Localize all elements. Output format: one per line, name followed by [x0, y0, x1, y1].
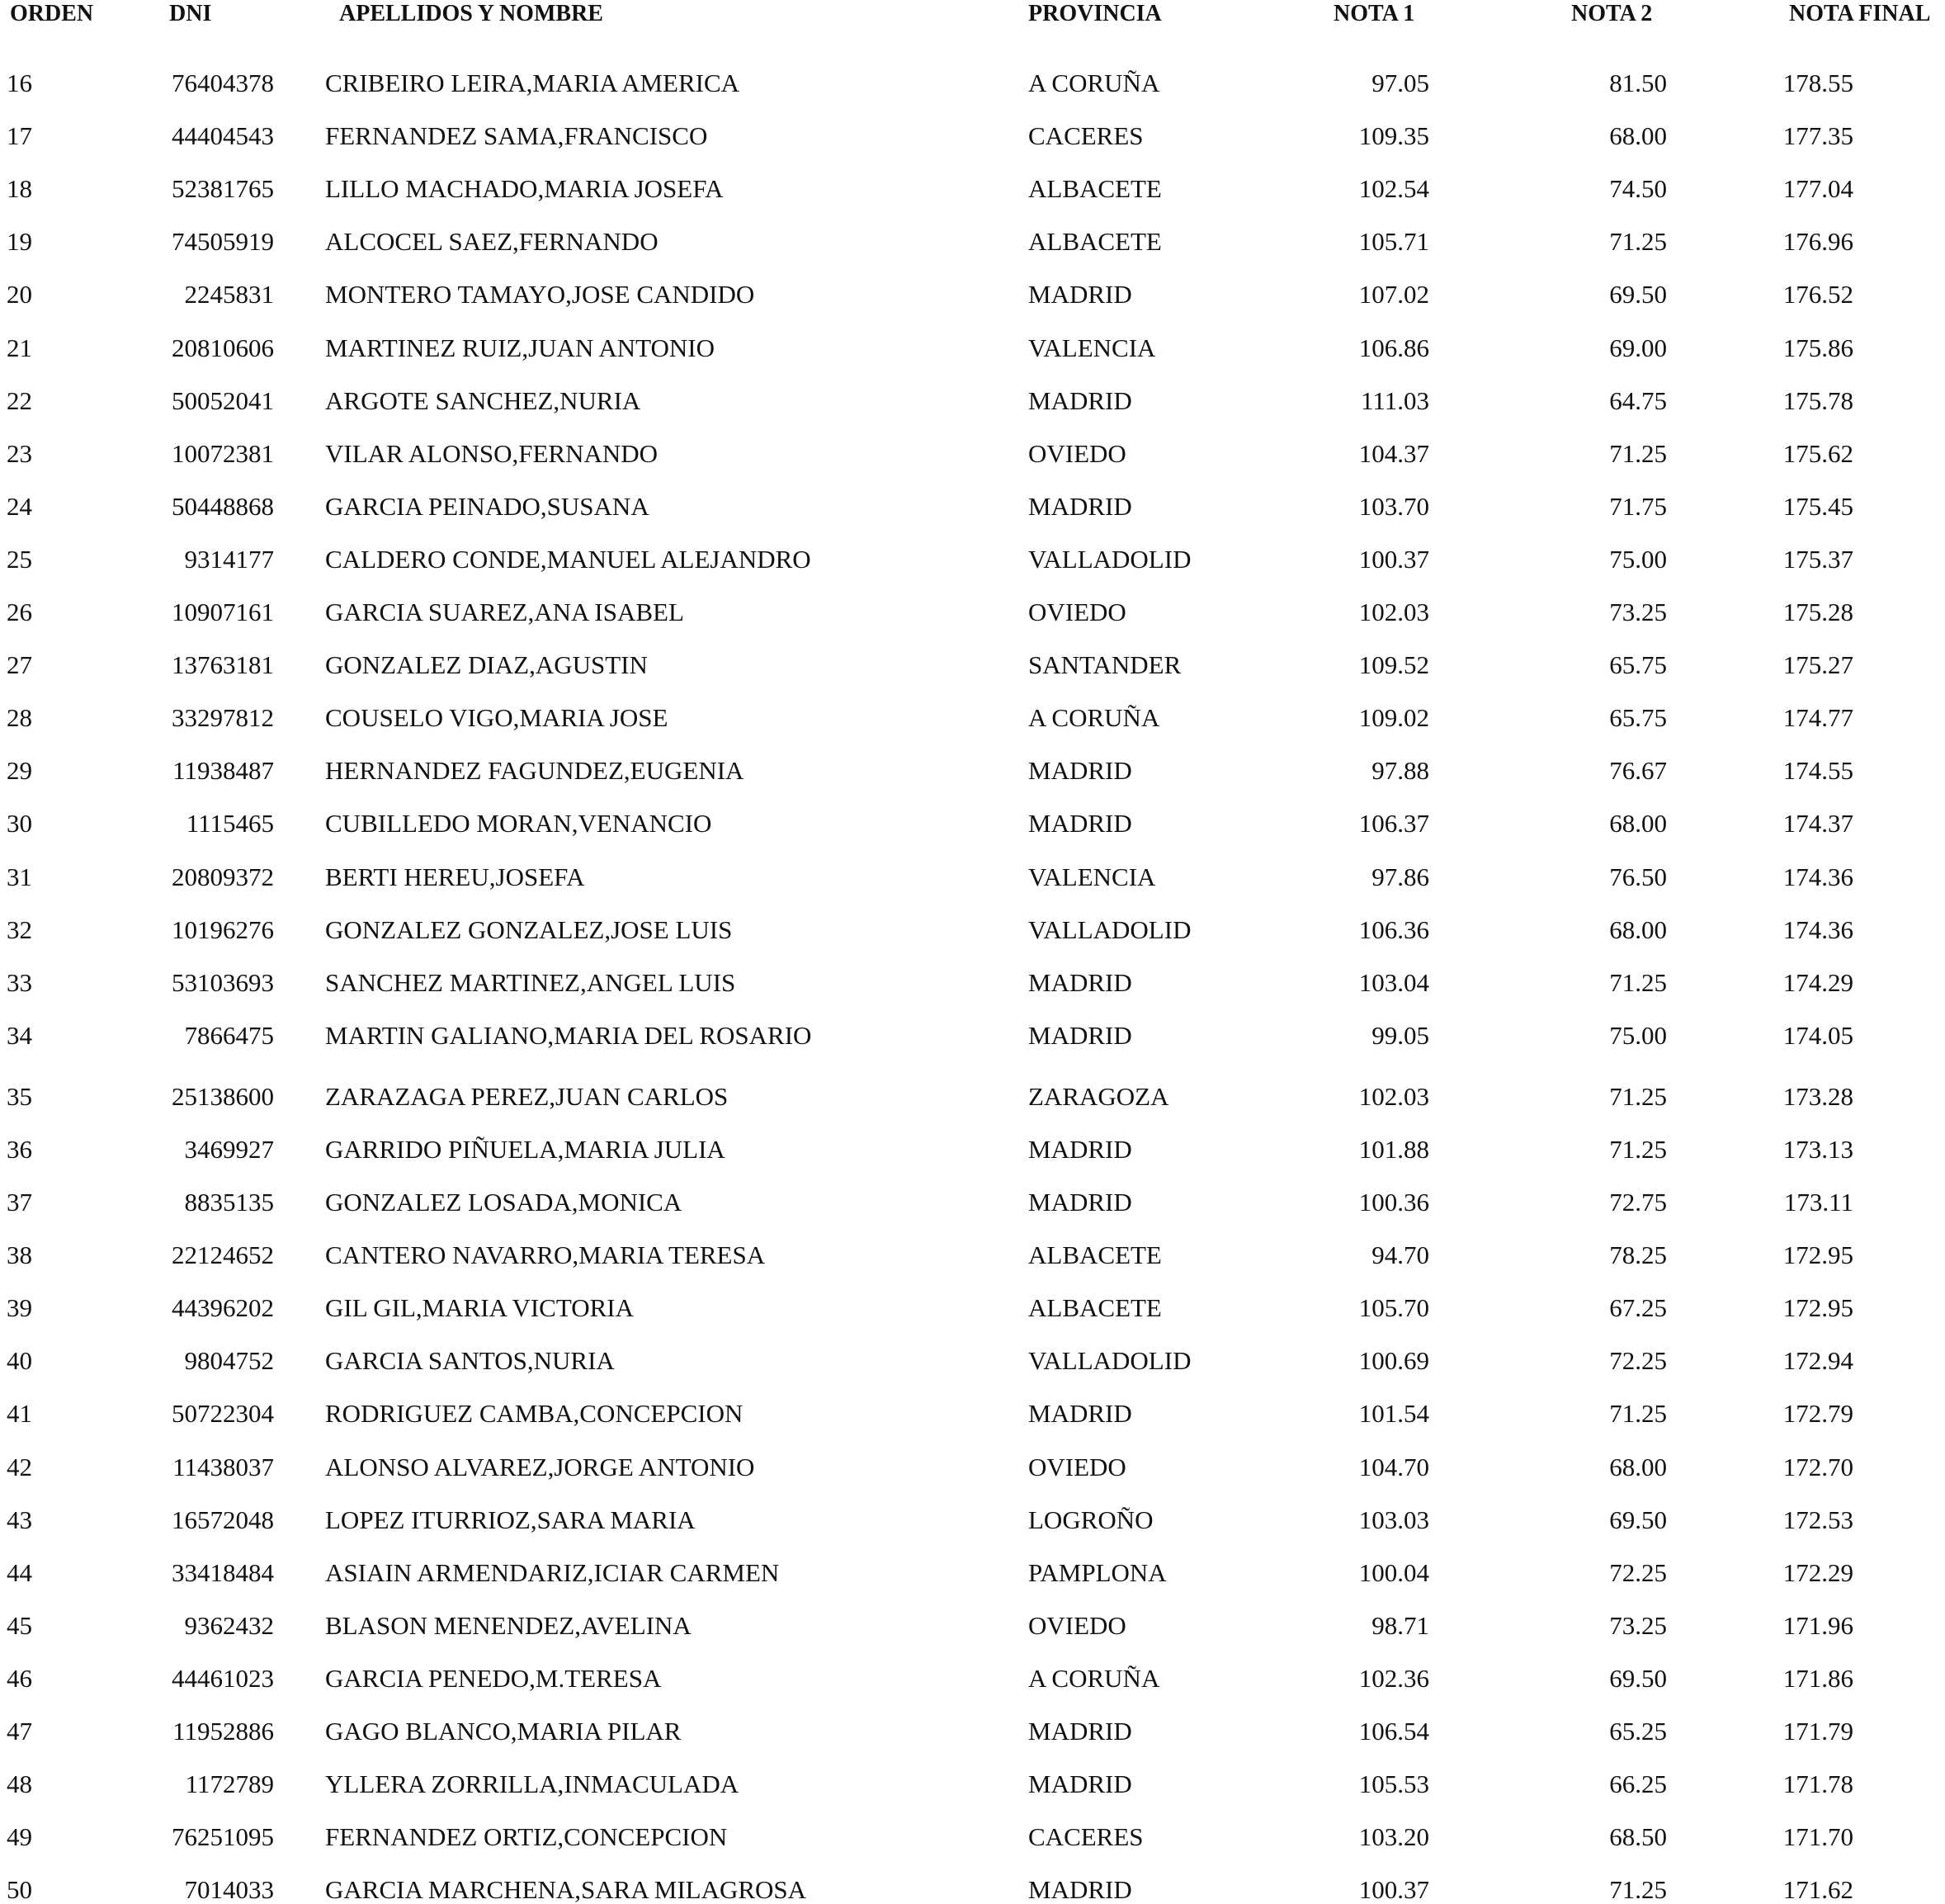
- cell-orden: 29: [7, 756, 32, 785]
- cell-nota1: 103.04: [1358, 968, 1429, 997]
- cell-orden: 47: [7, 1717, 32, 1746]
- cell-nota1: 106.37: [1358, 809, 1429, 838]
- cell-dni: 76404378: [172, 69, 274, 97]
- cell-nota2: 67.25: [1609, 1293, 1667, 1322]
- cell-provincia: SANTANDER: [1028, 650, 1182, 679]
- cell-nota-final: 175.27: [1782, 650, 1853, 679]
- cell-nombre: FERNANDEZ SAMA,FRANCISCO: [325, 121, 708, 150]
- cell-nota1: 109.35: [1358, 121, 1429, 150]
- cell-dni: 20810606: [172, 333, 274, 362]
- cell-nombre: MONTERO TAMAYO,JOSE CANDIDO: [325, 280, 755, 309]
- cell-nota-final: 171.86: [1782, 1664, 1853, 1693]
- cell-dni: 44396202: [172, 1293, 274, 1322]
- cell-nombre: GARCIA MARCHENA,SARA MILAGROSA: [325, 1875, 807, 1904]
- cell-nombre: GONZALEZ LOSADA,MONICA: [325, 1188, 682, 1217]
- cell-nombre: CALDERO CONDE,MANUEL ALEJANDRO: [325, 545, 811, 574]
- cell-nota2: 78.25: [1609, 1240, 1667, 1269]
- cell-orden: 46: [7, 1664, 32, 1693]
- cell-provincia: MADRID: [1028, 280, 1132, 309]
- cell-orden: 48: [7, 1769, 32, 1798]
- cell-nombre: ALONSO ALVAREZ,JORGE ANTONIO: [325, 1453, 755, 1481]
- cell-nota-final: 175.28: [1782, 598, 1853, 626]
- cell-nota1: 101.88: [1358, 1135, 1429, 1164]
- cell-nota1: 104.37: [1358, 439, 1429, 468]
- cell-nota-final: 171.62: [1782, 1875, 1853, 1904]
- cell-dni: 3469927: [184, 1135, 274, 1164]
- cell-orden: 45: [7, 1611, 32, 1640]
- cell-nota2: 68.00: [1609, 121, 1667, 150]
- cell-nota1: 106.36: [1358, 915, 1429, 944]
- cell-nombre: LOPEZ ITURRIOZ,SARA MARIA: [325, 1505, 696, 1534]
- cell-nota-final: 172.70: [1782, 1453, 1853, 1481]
- cell-nombre: ASIAIN ARMENDARIZ,ICIAR CARMEN: [325, 1558, 780, 1587]
- cell-nota2: 72.75: [1609, 1188, 1667, 1217]
- cell-nota2: 71.25: [1609, 1135, 1667, 1164]
- cell-provincia: MADRID: [1028, 1188, 1132, 1217]
- cell-nota-final: 172.53: [1782, 1505, 1853, 1534]
- cell-orden: 28: [7, 703, 32, 732]
- cell-provincia: MADRID: [1028, 492, 1132, 521]
- cell-nota-final: 171.96: [1782, 1611, 1853, 1640]
- cell-dni: 76251095: [172, 1822, 274, 1851]
- cell-provincia: ZARAGOZA: [1028, 1082, 1169, 1111]
- cell-orden: 19: [7, 227, 32, 256]
- cell-provincia: ALBACETE: [1028, 227, 1162, 256]
- cell-dni: 53103693: [172, 968, 274, 997]
- cell-nota-final: 171.78: [1782, 1769, 1853, 1798]
- cell-nota2: 71.25: [1609, 1875, 1667, 1904]
- cell-dni: 10196276: [172, 915, 274, 944]
- cell-dni: 50722304: [172, 1399, 274, 1428]
- cell-nota-final: 174.37: [1782, 809, 1853, 838]
- cell-dni: 11952886: [172, 1717, 274, 1746]
- cell-nota2: 64.75: [1609, 386, 1667, 415]
- cell-nombre: RODRIGUEZ CAMBA,CONCEPCION: [325, 1399, 744, 1428]
- cell-nota1: 100.36: [1358, 1188, 1429, 1217]
- header-nota2: NOTA 2: [1571, 1, 1653, 26]
- cell-nota-final: 172.29: [1782, 1558, 1853, 1587]
- cell-nota2: 76.67: [1609, 756, 1667, 785]
- cell-provincia: LOGROÑO: [1028, 1505, 1154, 1534]
- cell-nota-final: 177.04: [1782, 174, 1853, 203]
- cell-nota2: 71.25: [1609, 439, 1667, 468]
- cell-nombre: SANCHEZ MARTINEZ,ANGEL LUIS: [325, 968, 736, 997]
- cell-dni: 13763181: [172, 650, 274, 679]
- cell-nombre: LILLO MACHADO,MARIA JOSEFA: [325, 174, 724, 203]
- cell-nombre: MARTINEZ RUIZ,JUAN ANTONIO: [325, 333, 715, 362]
- cell-nota2: 69.50: [1609, 280, 1667, 309]
- cell-nombre: BLASON MENENDEZ,AVELINA: [325, 1611, 692, 1640]
- cell-nota-final: 178.55: [1782, 69, 1853, 97]
- cell-dni: 33418484: [172, 1558, 274, 1587]
- cell-nombre: HERNANDEZ FAGUNDEZ,EUGENIA: [325, 756, 744, 785]
- cell-nota1: 106.54: [1358, 1717, 1429, 1746]
- cell-nota-final: 174.36: [1782, 862, 1853, 891]
- cell-provincia: MADRID: [1028, 1135, 1132, 1164]
- cell-nota2: 73.25: [1609, 1611, 1667, 1640]
- cell-provincia: MADRID: [1028, 386, 1132, 415]
- cell-orden: 36: [7, 1135, 32, 1164]
- cell-nota-final: 175.78: [1782, 386, 1853, 415]
- header-nota1: NOTA 1: [1334, 1, 1415, 26]
- cell-provincia: CACERES: [1028, 121, 1144, 150]
- cell-nombre: VILAR ALONSO,FERNANDO: [325, 439, 659, 468]
- cell-nota1: 100.37: [1358, 1875, 1429, 1904]
- cell-nota-final: 175.86: [1782, 333, 1853, 362]
- cell-nombre: COUSELO VIGO,MARIA JOSE: [325, 703, 668, 732]
- cell-nombre: GARCIA PENEDO,M.TERESA: [325, 1664, 662, 1693]
- cell-nota2: 72.25: [1609, 1558, 1667, 1587]
- cell-orden: 32: [7, 915, 32, 944]
- cell-nota-final: 173.28: [1782, 1082, 1853, 1111]
- cell-orden: 49: [7, 1822, 32, 1851]
- cell-orden: 25: [7, 545, 32, 574]
- cell-orden: 22: [7, 386, 32, 415]
- cell-nota2: 68.00: [1609, 809, 1667, 838]
- cell-nombre: FERNANDEZ ORTIZ,CONCEPCION: [325, 1822, 728, 1851]
- cell-nota-final: 172.95: [1782, 1293, 1853, 1322]
- cell-provincia: VALLADOLID: [1028, 545, 1192, 574]
- cell-dni: 1172789: [185, 1769, 274, 1798]
- cell-nota1: 109.02: [1358, 703, 1429, 732]
- cell-dni: 20809372: [172, 862, 274, 891]
- cell-dni: 25138600: [172, 1082, 274, 1111]
- cell-nota1: 106.86: [1358, 333, 1429, 362]
- cell-nota2: 81.50: [1609, 69, 1667, 97]
- cell-nota2: 71.75: [1609, 492, 1667, 521]
- cell-dni: 16572048: [172, 1505, 274, 1534]
- cell-nota2: 76.50: [1609, 862, 1667, 891]
- cell-orden: 18: [7, 174, 32, 203]
- header-dni: DNI: [169, 1, 212, 26]
- cell-dni: 50052041: [172, 386, 274, 415]
- cell-nombre: ARGOTE SANCHEZ,NURIA: [325, 386, 641, 415]
- cell-nota2: 75.00: [1609, 1021, 1667, 1050]
- cell-nota1: 99.05: [1371, 1021, 1429, 1050]
- cell-provincia: OVIEDO: [1028, 439, 1126, 468]
- cell-nombre: CUBILLEDO MORAN,VENANCIO: [325, 809, 712, 838]
- cell-provincia: OVIEDO: [1028, 1453, 1126, 1481]
- cell-nota1: 102.03: [1358, 598, 1429, 626]
- cell-orden: 27: [7, 650, 32, 679]
- cell-orden: 16: [7, 69, 32, 97]
- cell-nota2: 65.25: [1609, 1717, 1667, 1746]
- cell-nota1: 100.04: [1358, 1558, 1429, 1587]
- cell-orden: 38: [7, 1240, 32, 1269]
- cell-orden: 41: [7, 1399, 32, 1428]
- cell-provincia: VALENCIA: [1028, 862, 1156, 891]
- cell-nombre: GAGO BLANCO,MARIA PILAR: [325, 1717, 682, 1746]
- cell-orden: 37: [7, 1188, 32, 1217]
- cell-nota2: 71.25: [1609, 1399, 1667, 1428]
- cell-nombre: GARCIA PEINADO,SUSANA: [325, 492, 649, 521]
- cell-nombre: GIL GIL,MARIA VICTORIA: [325, 1293, 634, 1322]
- cell-nombre: GARCIA SANTOS,NURIA: [325, 1346, 615, 1375]
- cell-dni: 10907161: [172, 598, 274, 626]
- cell-nota1: 102.54: [1358, 174, 1429, 203]
- cell-orden: 31: [7, 862, 32, 891]
- cell-dni: 8835135: [184, 1188, 274, 1217]
- cell-provincia: ALBACETE: [1028, 174, 1162, 203]
- cell-nota2: 68.00: [1609, 915, 1667, 944]
- cell-nota1: 104.70: [1358, 1453, 1429, 1481]
- cell-dni: 44461023: [172, 1664, 274, 1693]
- header-nota-final: NOTA FINAL: [1789, 1, 1931, 26]
- cell-provincia: A CORUÑA: [1028, 69, 1160, 97]
- cell-orden: 26: [7, 598, 32, 626]
- cell-nota2: 69.50: [1609, 1505, 1667, 1534]
- cell-nombre: GONZALEZ GONZALEZ,JOSE LUIS: [325, 915, 733, 944]
- cell-nota-final: 176.52: [1782, 280, 1853, 309]
- cell-dni: 2245831: [184, 280, 274, 309]
- cell-nota-final: 173.11: [1783, 1188, 1853, 1217]
- cell-dni: 7866475: [184, 1021, 274, 1050]
- cell-nota-final: 172.95: [1782, 1240, 1853, 1269]
- cell-orden: 33: [7, 968, 32, 997]
- cell-nota1: 109.52: [1358, 650, 1429, 679]
- cell-nota1: 100.37: [1358, 545, 1429, 574]
- cell-nota1: 107.02: [1358, 280, 1429, 309]
- cell-dni: 10072381: [172, 439, 274, 468]
- cell-nombre: BERTI HEREU,JOSEFA: [325, 862, 585, 891]
- cell-orden: 35: [7, 1082, 32, 1111]
- cell-provincia: VALENCIA: [1028, 333, 1156, 362]
- cell-nota-final: 176.96: [1782, 227, 1853, 256]
- header-nombre: APELLIDOS Y NOMBRE: [339, 1, 603, 26]
- cell-nota2: 71.25: [1609, 1082, 1667, 1111]
- cell-nota1: 111.03: [1361, 386, 1429, 415]
- cell-nota1: 103.03: [1358, 1505, 1429, 1534]
- cell-nota2: 72.25: [1609, 1346, 1667, 1375]
- cell-dni: 52381765: [172, 174, 274, 203]
- cell-nota1: 97.86: [1371, 862, 1429, 891]
- cell-nombre: CANTERO NAVARRO,MARIA TERESA: [325, 1240, 766, 1269]
- cell-nota-final: 175.62: [1782, 439, 1853, 468]
- cell-nota1: 103.20: [1358, 1822, 1429, 1851]
- cell-provincia: OVIEDO: [1028, 598, 1126, 626]
- cell-nota-final: 174.05: [1782, 1021, 1853, 1050]
- cell-nota-final: 177.35: [1782, 121, 1853, 150]
- cell-dni: 33297812: [172, 703, 274, 732]
- cell-nota-final: 174.29: [1782, 968, 1853, 997]
- cell-orden: 34: [7, 1021, 32, 1050]
- cell-orden: 40: [7, 1346, 32, 1375]
- cell-nombre: ZARAZAGA PEREZ,JUAN CARLOS: [325, 1082, 729, 1111]
- cell-provincia: A CORUÑA: [1028, 1664, 1160, 1693]
- cell-nombre: ALCOCEL SAEZ,FERNANDO: [325, 227, 659, 256]
- cell-nota2: 69.00: [1609, 333, 1667, 362]
- cell-orden: 30: [7, 809, 32, 838]
- cell-nota2: 75.00: [1609, 545, 1667, 574]
- cell-nota2: 65.75: [1609, 703, 1667, 732]
- cell-nota1: 103.70: [1358, 492, 1429, 521]
- cell-orden: 43: [7, 1505, 32, 1534]
- cell-dni: 9804752: [184, 1346, 274, 1375]
- cell-nota2: 74.50: [1609, 174, 1667, 203]
- cell-nombre: GONZALEZ DIAZ,AGUSTIN: [325, 650, 648, 679]
- cell-nombre: GARRIDO PIÑUELA,MARIA JULIA: [325, 1135, 725, 1164]
- cell-orden: 42: [7, 1453, 32, 1481]
- cell-nota1: 102.03: [1358, 1082, 1429, 1111]
- cell-nota2: 69.50: [1609, 1664, 1667, 1693]
- cell-provincia: OVIEDO: [1028, 1611, 1126, 1640]
- cell-orden: 24: [7, 492, 32, 521]
- cell-provincia: A CORUÑA: [1028, 703, 1160, 732]
- cell-nota-final: 171.70: [1782, 1822, 1853, 1851]
- cell-nota2: 71.25: [1609, 968, 1667, 997]
- cell-dni: 11438037: [172, 1453, 274, 1481]
- cell-nombre: YLLERA ZORRILLA,INMACULADA: [325, 1769, 739, 1798]
- cell-orden: 39: [7, 1293, 32, 1322]
- cell-provincia: MADRID: [1028, 1021, 1132, 1050]
- cell-nota-final: 174.55: [1782, 756, 1853, 785]
- cell-nota2: 68.00: [1609, 1453, 1667, 1481]
- cell-provincia: ALBACETE: [1028, 1293, 1162, 1322]
- header-provincia: PROVINCIA: [1028, 1, 1162, 26]
- cell-orden: 20: [7, 280, 32, 309]
- cell-dni: 7014033: [184, 1875, 274, 1904]
- cell-nota1: 98.71: [1371, 1611, 1429, 1640]
- cell-nota-final: 174.36: [1782, 915, 1853, 944]
- cell-orden: 50: [7, 1875, 32, 1904]
- cell-dni: 11938487: [172, 756, 274, 785]
- cell-nota-final: 171.79: [1782, 1717, 1853, 1746]
- cell-provincia: CACERES: [1028, 1822, 1144, 1851]
- cell-nota-final: 175.37: [1782, 545, 1853, 574]
- cell-provincia: MADRID: [1028, 1399, 1132, 1428]
- cell-nota1: 102.36: [1358, 1664, 1429, 1693]
- cell-orden: 21: [7, 333, 32, 362]
- cell-provincia: PAMPLONA: [1028, 1558, 1167, 1587]
- cell-nota-final: 175.45: [1782, 492, 1853, 521]
- cell-nota1: 97.05: [1371, 69, 1429, 97]
- cell-dni: 50448868: [172, 492, 274, 521]
- cell-provincia: MADRID: [1028, 809, 1132, 838]
- cell-nota1: 101.54: [1358, 1399, 1429, 1428]
- cell-dni: 9314177: [184, 545, 274, 574]
- cell-dni: 74505919: [172, 227, 274, 256]
- cell-nota2: 68.50: [1609, 1822, 1667, 1851]
- cell-nota1: 100.69: [1358, 1346, 1429, 1375]
- cell-orden: 23: [7, 439, 32, 468]
- cell-nota-final: 172.94: [1782, 1346, 1853, 1375]
- cell-dni: 9362432: [184, 1611, 274, 1640]
- cell-nota1: 97.88: [1371, 756, 1429, 785]
- cell-nota-final: 174.77: [1782, 703, 1853, 732]
- cell-dni: 22124652: [172, 1240, 274, 1269]
- cell-nota-final: 173.13: [1782, 1135, 1853, 1164]
- cell-nota2: 66.25: [1609, 1769, 1667, 1798]
- cell-nombre: GARCIA SUAREZ,ANA ISABEL: [325, 598, 684, 626]
- cell-nota1: 105.53: [1358, 1769, 1429, 1798]
- cell-orden: 44: [7, 1558, 32, 1587]
- cell-nombre: CRIBEIRO LEIRA,MARIA AMERICA: [325, 69, 740, 97]
- cell-nota1: 94.70: [1371, 1240, 1429, 1269]
- cell-nota2: 65.75: [1609, 650, 1667, 679]
- cell-provincia: MADRID: [1028, 968, 1132, 997]
- cell-nota1: 105.70: [1358, 1293, 1429, 1322]
- cell-dni: 1115465: [186, 809, 274, 838]
- cell-provincia: MADRID: [1028, 1769, 1132, 1798]
- cell-nota-final: 172.79: [1782, 1399, 1853, 1428]
- cell-nota1: 105.71: [1358, 227, 1429, 256]
- cell-provincia: VALLADOLID: [1028, 915, 1192, 944]
- cell-provincia: MADRID: [1028, 1875, 1132, 1904]
- header-orden: ORDEN: [10, 1, 94, 26]
- cell-nota2: 73.25: [1609, 598, 1667, 626]
- cell-nota2: 71.25: [1609, 227, 1667, 256]
- cell-provincia: VALLADOLID: [1028, 1346, 1192, 1375]
- cell-orden: 17: [7, 121, 32, 150]
- cell-provincia: ALBACETE: [1028, 1240, 1162, 1269]
- cell-provincia: MADRID: [1028, 756, 1132, 785]
- cell-dni: 44404543: [172, 121, 274, 150]
- cell-nombre: MARTIN GALIANO,MARIA DEL ROSARIO: [325, 1021, 812, 1050]
- cell-provincia: MADRID: [1028, 1717, 1132, 1746]
